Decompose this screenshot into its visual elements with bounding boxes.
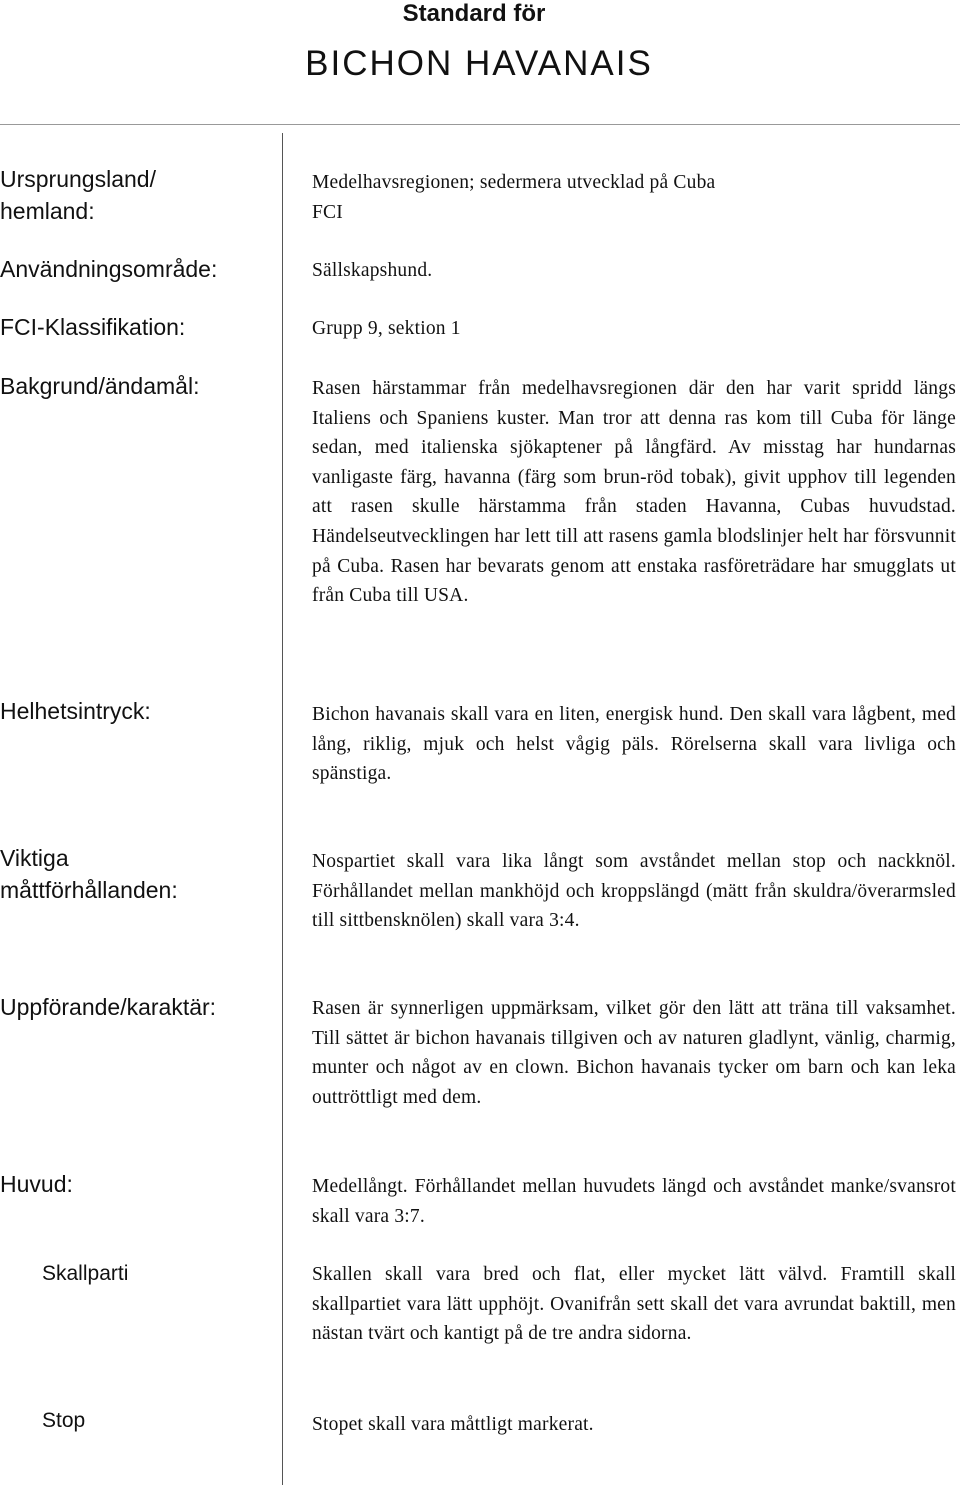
text-proportions: Nospartiet skall vara lika långt som avståndet mellan stop och nackknöl. Förhållandet mellan mankhöjd och kroppslängd (mätt från skuldra/överarmsled till sittbensknölen) skall vara 3:4. (312, 851, 956, 932)
document-title: BICHON HAVANAIS (305, 44, 653, 83)
label-origin-line2: hemland: (0, 198, 95, 224)
text-fci-classification: Grupp 9, sektion 1 (312, 318, 461, 339)
label-general-appearance: Helhetsintryck: (0, 698, 151, 724)
text-origin-line1: Medelhavsregionen; sedermera utvecklad på Cuba (312, 172, 716, 193)
label-stop: Stop (42, 1409, 86, 1432)
label-fci-classification: FCI-Klassifikation: (0, 314, 186, 340)
text-stop: Stopet skall vara måttligt markerat. (312, 1414, 594, 1435)
text-origin (312, 168, 956, 227)
text-behaviour: Rasen är synnerligen uppmärksam, vilket gör den lätt att träna till vaksamhet. Till sättet är bichon havanais tillgiven och av naturen gladlynt, vänlig, charmig, munter och något av en clown. Bichon havanais tycker om barn och kan leka outtröttligt med dem. (312, 998, 956, 1108)
label-head: Huvud: (0, 1171, 73, 1197)
label-proportions-line1: Viktiga (0, 845, 69, 871)
document-supertitle: Standard för (402, 0, 546, 27)
label-utilization: Användningsområde: (0, 256, 218, 282)
header-divider (0, 124, 960, 125)
label-skull: Skallparti (42, 1262, 129, 1285)
label-origin (0, 163, 156, 227)
text-history: Rasen härstammar från medelhavsregionen där den har varit spridd längs Italiens och Spaniens kuster. Man tror att denna ras kom till Cuba för länge sedan, med italienska sjökaptener på långfärd. Av misstag har hundarnas vanligaste färg, havanna (färg som brun-röd tobak), givit upphov till legenden att rasen skulle härstamma från staden Havanna, Cubas huvudstad. Händelseutvecklingen har lett till att rasens gamla blodslinjer helt har försvunnit på Cuba. Rasen har bevarats genom att enstaka rasföreträdare har smugglats ut från Cuba till USA. (312, 378, 956, 607)
label-behaviour: Uppförande/karaktär: (0, 994, 217, 1020)
text-utilization: Sällskapshund. (312, 260, 433, 281)
text-skull: Skallen skall vara bred och flat, eller mycket lätt välvd. Framtill skall skallpartiet vara lätt upphöjt. Ovanifrån sett skall det vara avrundat baktill, men nästan tvärt och kantigt på de tre andra sidorna. (312, 1264, 956, 1345)
text-general-appearance: Bichon havanais skall vara en liten, energisk hund. Den skall vara lågbent, med lång, riklig, mjuk och helst vågig päls. Rörelserna skall vara livliga och spänstiga. (312, 704, 956, 785)
column-divider (282, 133, 283, 1485)
label-proportions-line2: måttförhållanden: (0, 877, 178, 903)
text-head: Medellångt. Förhållandet mellan huvudets längd och avståndet manke/svansrot skall vara 3:7. (312, 1176, 956, 1227)
label-origin-line1: Ursprungsland/ (0, 166, 156, 192)
text-origin-line2: FCI (312, 201, 343, 223)
label-history: Bakgrund/ändamål: (0, 373, 200, 399)
label-proportions (0, 842, 178, 906)
